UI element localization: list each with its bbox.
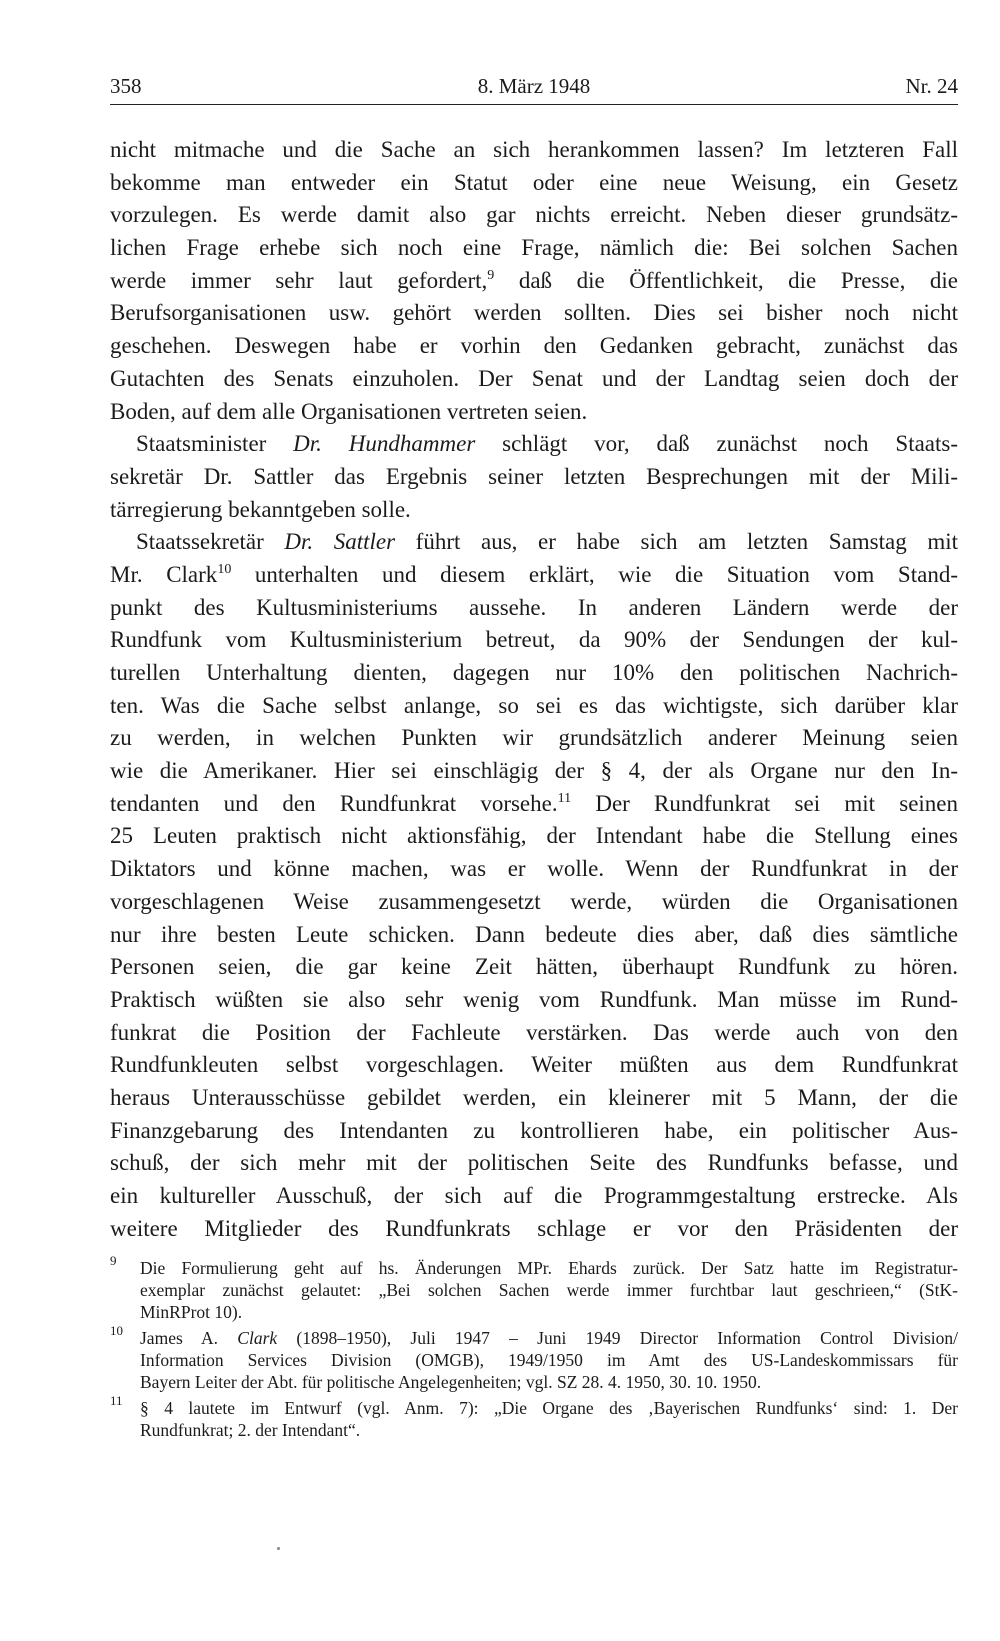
running-header: [110, 74, 958, 106]
text-line: punkt des Kultusministeriums aussehe. In anderen Ländern werde der: [110, 594, 958, 620]
text-segment: daß die Öffentlichkeit, die Presse, die: [494, 267, 958, 293]
paper-speck: [277, 1547, 280, 1550]
body-text: [110, 134, 958, 1245]
text-line: vorzulegen. Es werde damit also gar nichts erreicht. Neben dieser grundsätz-: [110, 202, 958, 228]
text-line: schuß, der sich mehr mit der politischen Seite des Rundfunks befasse, und: [110, 1150, 958, 1176]
footnote-number: 10: [110, 1323, 123, 1338]
text-line: 25 Leuten praktisch nicht aktionsfähig, der Intendant habe die Stellung eines: [110, 823, 958, 849]
text-line: [110, 428, 958, 461]
text-segment: Staatsminister: [136, 431, 294, 457]
text-line: Rundfunk vom Kultusministerium betreut, da 90% der Sendungen der kul-: [110, 627, 958, 653]
text-line: [110, 526, 958, 559]
text-segment: unterhalten und diesem erklärt, wie die Situation vom Stand-: [231, 561, 958, 587]
text-line: bekomme man entweder ein Statut oder eine neue Weisung, ein Gesetz: [110, 169, 958, 195]
text-line: turellen Unterhaltung dienten, dagegen nur 10% den politischen Nachrich-: [110, 660, 958, 685]
header-date: 8. März 1948: [477, 74, 591, 98]
footnote-line: [140, 1327, 958, 1349]
text-segment: werde immer sehr laut gefordert,: [110, 267, 488, 293]
text-segment: [322, 431, 349, 456]
text-segment: Der Rundfunkrat sei mit seinen: [571, 790, 958, 816]
text-segment: (1898–1950), Juli 1947 – Juni 1949 Director Information Control Division/: [277, 1328, 958, 1348]
text-line: tärregierung bekanntgeben solle.: [110, 496, 411, 522]
footnote-reference: 9: [487, 267, 495, 283]
footnote-line: MinRProt 10).: [140, 1302, 243, 1322]
footnote-line: Die Formulierung geht auf hs. Änderungen MPr. Ehards zurück. Der Satz hatte im Registratur-: [140, 1258, 958, 1278]
text-segment: [313, 529, 334, 554]
text-segment: Staatssekretär: [136, 529, 285, 555]
document-number: Nr. 24: [905, 74, 958, 98]
footnote-line: Information Services Division (OMGB), 1949/1950 im Amt des US-Landeskommissars für: [140, 1350, 958, 1370]
italic-text: Clark: [237, 1328, 278, 1348]
text-line: Rundfunkleuten selbst vorgeschlagen. Weiter müßten aus dem Rundfunkrat: [110, 1052, 958, 1078]
speaker-name: Sattler: [333, 529, 396, 555]
text-line: [110, 788, 958, 821]
text-segment: schlägt vor, daß zunächst noch Staats-: [475, 431, 959, 457]
text-line: wie die Amerikaner. Hier sei einschlägig der § 4, der als Organe nur den In-: [110, 758, 958, 784]
text-line: nicht mitmache und die Sache an sich herankommen lassen? Im letzteren Fall: [110, 137, 958, 162]
speaker-name: Hundhammer: [348, 431, 476, 457]
footnotes: [110, 1253, 958, 1445]
text-segment: führt aus, er habe sich am letzten Samstag mit: [395, 529, 958, 555]
text-line: funkrat die Position der Fachleute verstärken. Das werde auch von den: [110, 1019, 958, 1045]
footnote-number: 11: [110, 1393, 123, 1408]
footnote-reference: 10: [217, 561, 232, 577]
text-line: Praktisch wüßten sie also sehr wenig vom Rundfunk. Man müsse im Rund-: [110, 986, 958, 1012]
italic-text: Dr.: [284, 529, 314, 555]
text-line: vorgeschlagenen Weise zusammengesetzt werde, würden die Organisationen: [110, 888, 958, 914]
text-line: sekretär Dr. Sattler das Ergebnis seiner letzten Besprechungen mit der Mili-: [110, 463, 958, 489]
italic-text: Dr.: [293, 431, 322, 457]
text-line: Diktators und könne machen, was er wolle. Wenn der Rundfunkrat in der: [110, 856, 958, 882]
text-line: Berufsorganisationen usw. gehört werden sollten. Dies sei bisher noch nicht: [110, 300, 958, 326]
text-line: Finanzgebarung des Intendanten zu kontrollieren habe, ein politischer Aus-: [110, 1117, 958, 1143]
text-line: heraus Unterausschüsse gebildet werden, ein kleinerer mit 5 Mann, der die: [110, 1084, 958, 1110]
footnote-line: exemplar zunächst gelautet: „Bei solchen Sachen werde immer furchtbar laut geschrieen,“ (StK-: [140, 1280, 958, 1300]
text-line: weitere Mitglieder des Rundfunkrats schlage er vor den Präsidenten der: [110, 1215, 958, 1241]
footnote-line: Bayern Leiter der Abt. für politische Angelegenheiten; vgl. SZ 28. 4. 1950, 30. 10. 1950.: [140, 1372, 762, 1392]
text-line: Gutachten des Senats einzuholen. Der Senat und der Landtag seien doch der: [110, 365, 958, 391]
text-segment: tendanten und den Rundfunkrat vorsehe.: [110, 790, 558, 816]
header-rule: [110, 104, 958, 105]
text-line: ein kultureller Ausschuß, der sich auf die Programmgestaltung erstrecke. Als: [110, 1183, 958, 1208]
text-line: ten. Was die Sache selbst anlange, so sei es das wichtigste, sich darüber klar: [110, 692, 958, 718]
footnote-line: Rundfunkrat; 2. der Intendant“.: [140, 1420, 361, 1440]
text-line: [110, 265, 958, 298]
text-line: geschehen. Deswegen habe er vorhin den Gedanken gebracht, zunächst das: [110, 333, 958, 359]
text-line: lichen Frage erhebe sich noch eine Frage, nämlich die: Bei solchen Sachen: [110, 235, 958, 261]
footnote-line: § 4 lautete im Entwurf (vgl. Anm. 7): „Die Organe des ‚Bayerischen Rundfunks‘ sind: 1. Der: [140, 1398, 958, 1418]
footnote: [110, 1393, 958, 1441]
text-line: nur ihre besten Leute schicken. Dann bedeute dies aber, daß dies sämtliche: [110, 921, 958, 947]
page-number: 358: [110, 74, 142, 98]
footnote-number: 9: [110, 1253, 117, 1268]
text-line: [110, 559, 958, 592]
footnote-reference: 11: [557, 790, 572, 806]
text-line: Personen seien, die gar keine Zeit hätten, überhaupt Rundfunk zu hören.: [110, 954, 958, 980]
text-segment: Mr. Clark: [110, 561, 218, 587]
footnote: [110, 1253, 958, 1323]
text-line: zu werden, in welchen Punkten wir grundsätzlich anderer Meinung seien: [110, 725, 958, 751]
text-segment: James A.: [140, 1328, 238, 1348]
text-line: Boden, auf dem alle Organisationen vertreten seien.: [110, 398, 588, 424]
footnote: [110, 1323, 958, 1393]
